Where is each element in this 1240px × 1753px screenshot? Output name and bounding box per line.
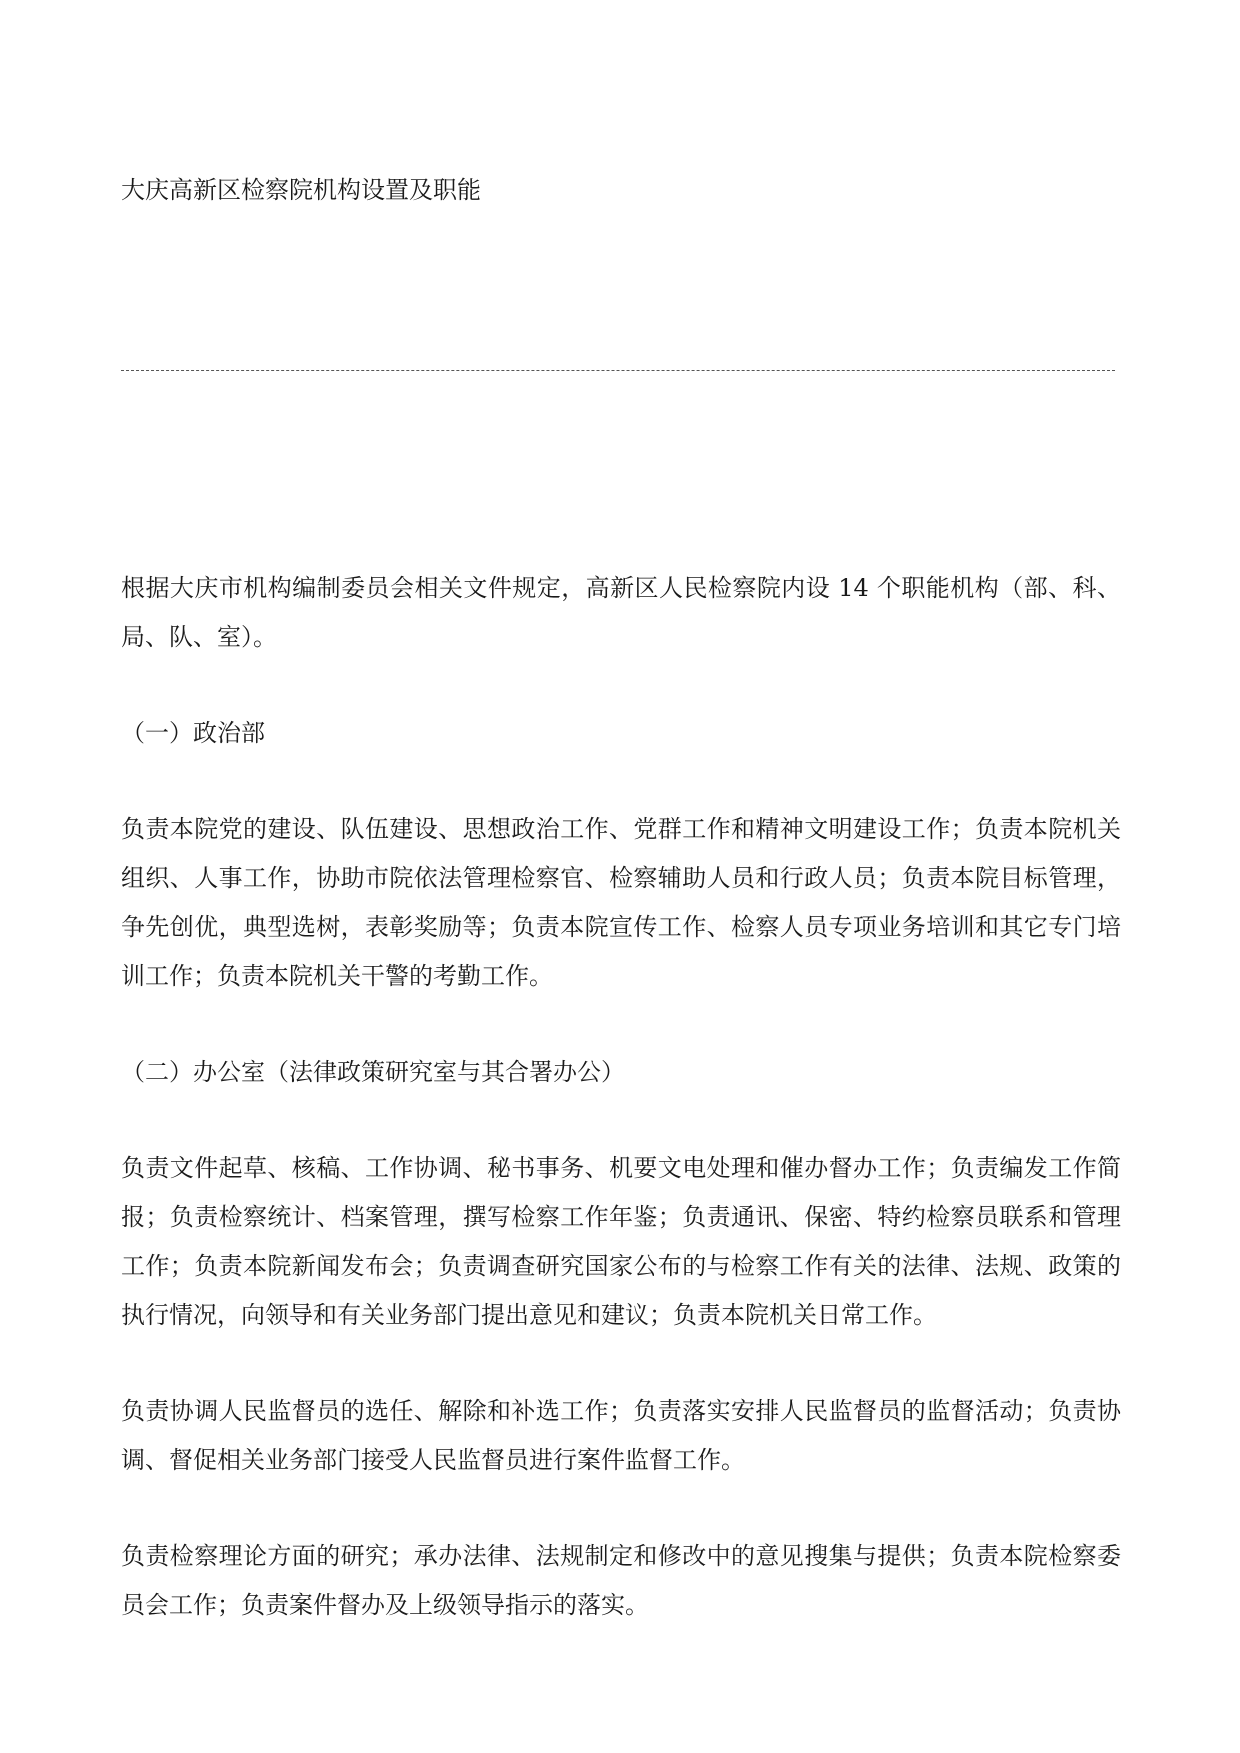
section-paragraph: 负责本院党的建设、队伍建设、思想政治工作、党群工作和精神文明建设工作；负责本院机关组织、人事工作，协助市院依法管理检察官、检察辅助人员和行政人员；负责本院目标管理，争先创优，典型选树，表彰奖励等；负责本院宣传工作、检察人员专项业务培训和其它专门培训工作；负责本院机关干警的考勤工作。 (121, 815, 1121, 990)
section-paragraph: 负责文件起草、核稿、工作协调、秘书事务、机要文电处理和催办督办工作；负责编发工作简报；负责检察统计、档案管理，撰写检察工作年鉴；负责通讯、保密、特约检察员联系和管理工作；负责本院新闻发布会；负责调查研究国家公布的与检察工作有关的法律、法规、政策的执行情况，向领导和有关业务部门提出意见和建议；负责本院机关日常工作。 (121, 1154, 1121, 1329)
section-paragraph: 负责检察理论方面的研究；承办法律、法规制定和修改中的意见搜集与提供；负责本院检察委员会工作；负责案件督办及上级领导指示的落实。 (121, 1542, 1121, 1619)
document-title: 大庆高新区检察院机构设置及职能 (121, 176, 481, 204)
dashed-separator (121, 370, 1115, 371)
intro-paragraph: 根据大庆市机构编制委员会相关文件规定，高新区人民检察院内设 14 个职能机构（部、科、局、队、室）。 (121, 574, 1121, 651)
section-heading-political-department: （一）政治部 (121, 719, 265, 747)
section-paragraph: 负责协调人民监督员的选任、解除和补选工作；负责落实安排人民监督员的监督活动；负责协调、督促相关业务部门接受人民监督员进行案件监督工作。 (121, 1397, 1121, 1474)
document-body (121, 564, 1121, 1630)
section-heading-office: （二）办公室（法律政策研究室与其合署办公） (121, 1058, 625, 1086)
